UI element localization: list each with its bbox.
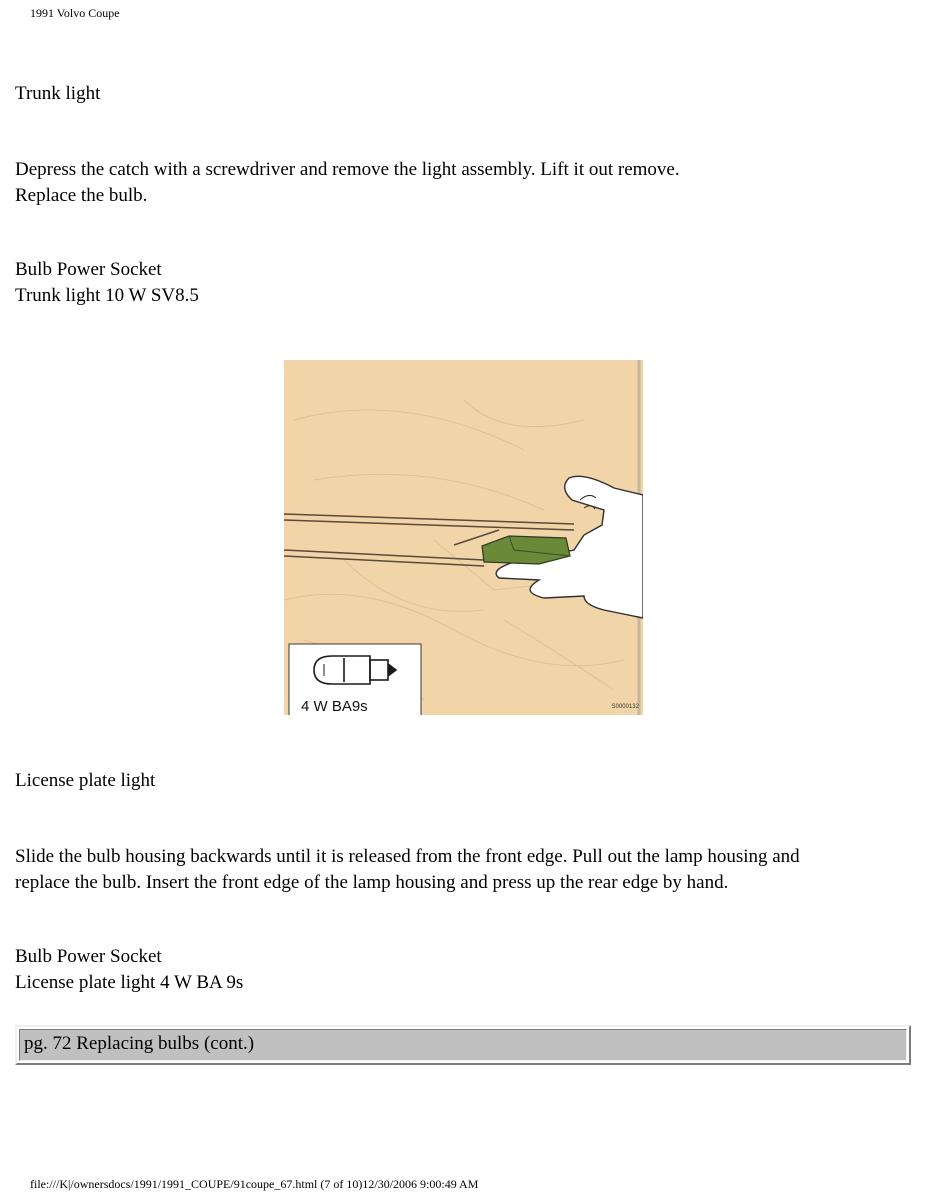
trunk-socket-value: Trunk light 10 W SV8.5 (15, 285, 199, 306)
trunk-light-heading: Trunk light (15, 83, 101, 104)
license-socket-value: License plate light 4 W BA 9s (15, 972, 244, 993)
document-header: 1991 Volvo Coupe (30, 6, 120, 20)
page-navigation-bar (15, 1025, 911, 1065)
license-instruction-line-2: replace the bulb. Insert the front edge of the lamp housing and press up the rear edge by hand. (15, 872, 729, 893)
trunk-instruction-line-1: Depress the catch with a screwdriver and remove the light assembly. Lift it out remove. (15, 159, 680, 180)
license-instruction-line-1: Slide the bulb housing backwards until it is released from the front edge. Pull out the lamp housing and (15, 846, 800, 867)
illustration-drawing (284, 360, 643, 715)
trunk-light-instructions (15, 157, 905, 209)
trunk-bulb-socket (15, 257, 199, 309)
license-bulb-socket (15, 944, 243, 996)
trunk-socket-heading: Bulb Power Socket (15, 259, 162, 280)
bulb-spec-label: 4 W BA9s (301, 698, 368, 715)
illustration-code: S0000132 (611, 704, 639, 710)
file-path-footer: file:///K|/ownersdocs/1991/1991_COUPE/91coupe_67.html (7 of 10)12/30/2006 9:00:49 AM (30, 1177, 479, 1191)
page-label: pg. 72 Replacing bulbs (cont.) (19, 1029, 907, 1061)
license-plate-light-instructions (15, 844, 910, 896)
license-plate-light-heading: License plate light (15, 770, 156, 791)
license-socket-heading: Bulb Power Socket (15, 946, 162, 967)
trunk-light-illustration (284, 360, 643, 715)
trunk-instruction-line-2: Replace the bulb. (15, 185, 148, 206)
